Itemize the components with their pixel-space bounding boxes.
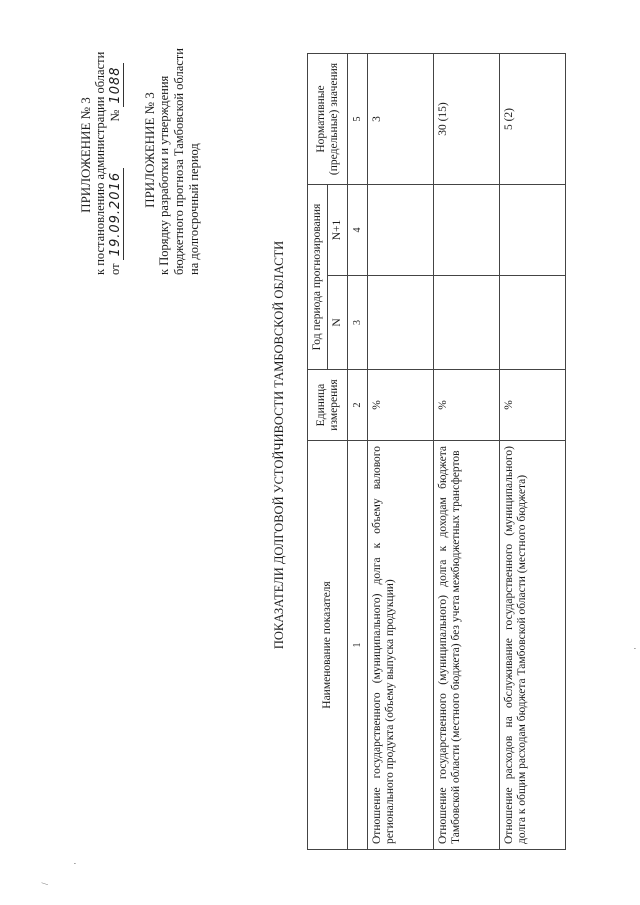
- header-n: N: [328, 276, 348, 370]
- header-name: Наименование показателя: [308, 441, 348, 850]
- scan-mark: ·: [630, 647, 640, 650]
- row-n-value: [434, 276, 500, 370]
- table-row: [368, 54, 434, 850]
- resolution-line: к постановлению администрации области: [93, 51, 107, 275]
- date-value: 19.09.2016: [108, 168, 124, 260]
- number-value: 1088: [108, 63, 124, 106]
- date-prefix: от: [108, 263, 122, 275]
- row-name: Отношение государственного (муниципального) долга к доходам бюджета Тамбовской области (местного бюджета) без учета межбюджетных трансфертов: [434, 441, 500, 850]
- column-number: 1: [348, 441, 368, 850]
- table-header-row: [308, 54, 328, 850]
- row-name: Отношение расходов на обслуживание государственного (муниципального) долга к общим расходам бюджета Тамбовской области (местного бюджета): [500, 441, 566, 850]
- header-norm: Нормативные (предельные) значения: [308, 54, 348, 185]
- table-row: [500, 54, 566, 850]
- appendix-title-2: ПРИЛОЖЕНИЕ № 3: [142, 92, 157, 208]
- row-unit: %: [500, 370, 566, 441]
- procedure-line-2: бюджетного прогноза Тамбовской области: [172, 48, 186, 275]
- column-number: 4: [348, 185, 368, 276]
- indicators-table: [307, 53, 566, 850]
- row-unit: %: [434, 370, 500, 441]
- row-n-value: [500, 276, 566, 370]
- page-title: ПОКАЗАТЕЛИ ДОЛГОВОЙ УСТОЙЧИВОСТИ ТАМБОВСКОЙ ОБЛАСТИ: [272, 240, 286, 650]
- row-norm: 3: [368, 54, 434, 185]
- row-unit: %: [368, 370, 434, 441]
- column-numbers-row: [348, 54, 368, 850]
- resolution-header: [78, 35, 124, 275]
- scan-mark: ·: [70, 862, 80, 865]
- header-n-plus-1: N+1: [328, 185, 348, 276]
- row-n-plus-1-value: [434, 185, 500, 276]
- column-number: 5: [348, 54, 368, 185]
- row-norm: 5 (2): [500, 54, 566, 185]
- row-n-plus-1-value: [368, 185, 434, 276]
- row-n-plus-1-value: [500, 185, 566, 276]
- procedure-line-3: на долгосрочный период: [187, 143, 201, 275]
- column-number: 2: [348, 370, 368, 441]
- row-name: Отношение государственного (муниципального) долга к объему валового регионального продукта (объему выпуска продукции): [368, 441, 434, 850]
- header-unit: Единица измерения: [308, 370, 348, 441]
- procedure-line-1: к Порядку разработки и утверждения: [157, 75, 171, 275]
- date-number-line: [108, 35, 124, 275]
- appendix-title: ПРИЛОЖЕНИЕ № 3: [78, 97, 93, 213]
- row-norm: 30 (15): [434, 54, 500, 185]
- table-row: [434, 54, 500, 850]
- number-prefix: №: [108, 109, 122, 122]
- row-n-value: [368, 276, 434, 370]
- procedure-header: [142, 25, 202, 275]
- scan-mark: /: [40, 882, 50, 885]
- column-number: 3: [348, 276, 368, 370]
- header-forecast-period: Год периода прогнозирования: [308, 185, 328, 370]
